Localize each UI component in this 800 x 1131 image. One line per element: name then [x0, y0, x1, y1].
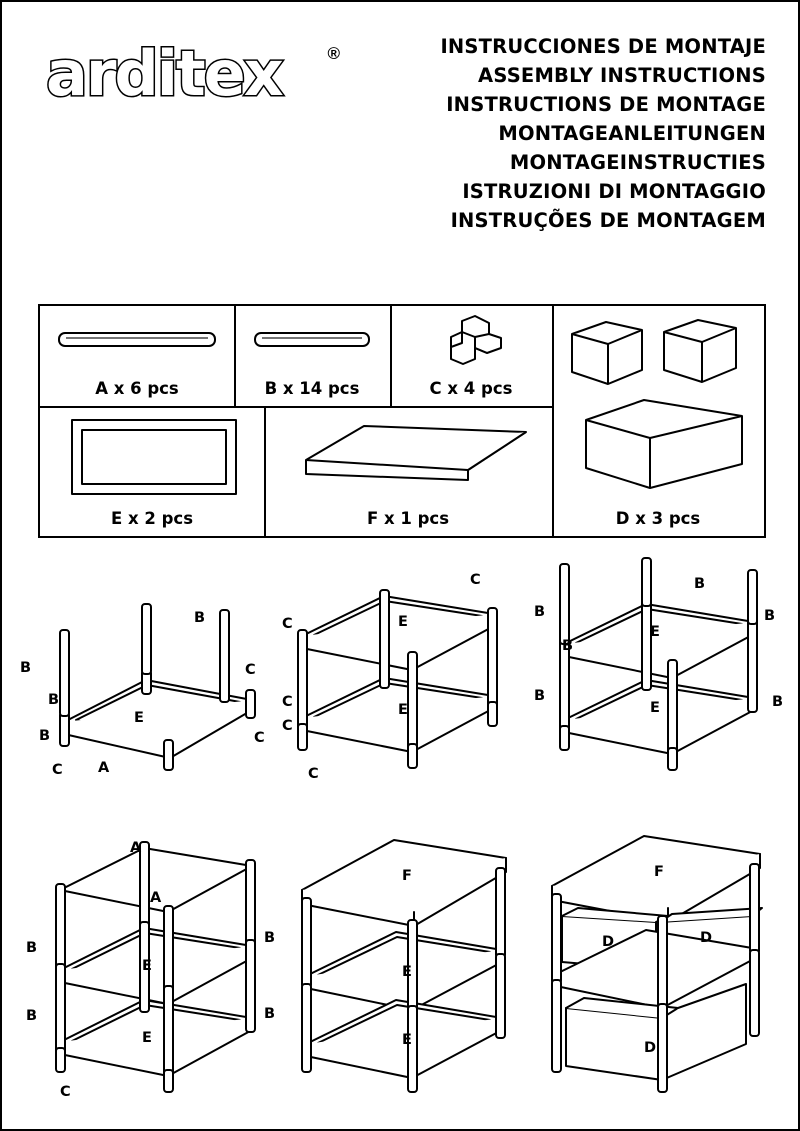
long-rod-icon	[58, 332, 216, 347]
part-label-a: A x 6 pcs	[95, 379, 179, 398]
assembly-steps	[2, 542, 800, 1122]
part-cell-b	[234, 306, 390, 406]
callout-b: B	[39, 728, 51, 744]
brand-name: arditex	[46, 37, 282, 110]
callout-c: C	[282, 718, 293, 734]
step-6-bins-inserted	[532, 812, 794, 1112]
title-fr: INSTRUCTIONS DE MONTAGE	[446, 93, 766, 116]
step-5-top-panel-fitted	[284, 812, 536, 1112]
callout-d: D	[700, 930, 713, 946]
callout-b: B	[194, 610, 206, 626]
callout-e: E	[398, 614, 408, 630]
part-cell-f	[264, 406, 552, 536]
callout-d: D	[602, 934, 615, 950]
three-way-connector-icon	[431, 314, 511, 374]
part-cell-c	[390, 306, 552, 406]
callout-b: B	[772, 694, 784, 710]
title-pt: INSTRUÇÕES DE MONTAGEM	[450, 209, 766, 232]
callout-e: E	[650, 624, 660, 640]
part-label-e: E x 2 pcs	[110, 509, 194, 528]
callout-a: A	[130, 840, 142, 856]
title-it: ISTRUZIONI DI MONTAGGIO	[462, 180, 766, 203]
part-cell-a	[40, 306, 234, 406]
part-cell-e	[40, 406, 264, 536]
callout-d: D	[644, 1040, 657, 1056]
part-label-c: C x 4 pcs	[429, 379, 513, 398]
shelf-frame-icon	[70, 418, 238, 496]
callout-c: C	[60, 1084, 71, 1100]
callout-b: C	[245, 662, 256, 678]
title-es: INSTRUCCIONES DE MONTAJE	[440, 35, 766, 58]
registered-trademark-icon: ®	[327, 44, 340, 63]
callout-c: C	[254, 730, 265, 746]
callout-b: B	[534, 604, 546, 620]
step-2-second-shelf	[280, 552, 530, 802]
callout-e: E	[402, 964, 412, 980]
callout-c: C	[282, 694, 293, 710]
step-3-uprights-added	[532, 552, 790, 802]
callout-b: B	[264, 930, 276, 946]
step-4-third-shelf	[22, 812, 284, 1112]
callout-e: E	[398, 702, 408, 718]
callout-b: B	[26, 1008, 38, 1024]
title-en: ASSEMBLY INSTRUCTIONS	[478, 64, 766, 87]
brand-logo	[46, 37, 340, 110]
callout-b: B	[534, 688, 546, 704]
callout-a: A	[98, 760, 110, 776]
title-nl: MONTAGEINSTRUCTIES	[509, 151, 766, 174]
callout-b: B	[48, 692, 60, 708]
callout-b: B	[264, 1006, 276, 1022]
callout-e: E	[402, 1032, 412, 1048]
callout-b: B	[20, 660, 32, 676]
callout-e: E	[142, 958, 152, 974]
callout-b: B	[764, 608, 776, 624]
callout-b: B	[26, 940, 38, 956]
part-label-f: F x 1 pcs	[366, 509, 450, 528]
callout-c: C	[282, 616, 293, 632]
callout-c: C	[308, 766, 319, 782]
short-rod-icon	[254, 332, 370, 347]
title-block	[346, 32, 766, 235]
callout-c: C	[52, 762, 63, 778]
fabric-bin-icon	[564, 312, 756, 492]
callout-c: C	[470, 572, 481, 588]
part-cell-d	[552, 306, 764, 536]
parts-list-table	[38, 304, 766, 538]
header	[2, 2, 800, 280]
title-de: MONTAGEANLEITUNGEN	[498, 122, 766, 145]
step-1-base-frame	[14, 552, 276, 802]
callout-e: E	[650, 700, 660, 716]
callout-b: B	[562, 638, 574, 654]
callout-a: A	[150, 890, 162, 906]
callout-f: F	[654, 864, 664, 880]
callout-f: F	[402, 868, 412, 884]
callout-b: B	[694, 576, 706, 592]
part-label-d: D x 3 pcs	[615, 509, 701, 528]
callout-e: E	[134, 710, 144, 726]
part-label-b: B x 14 pcs	[264, 379, 360, 398]
callout-e: E	[142, 1030, 152, 1046]
top-panel-icon	[302, 422, 530, 496]
